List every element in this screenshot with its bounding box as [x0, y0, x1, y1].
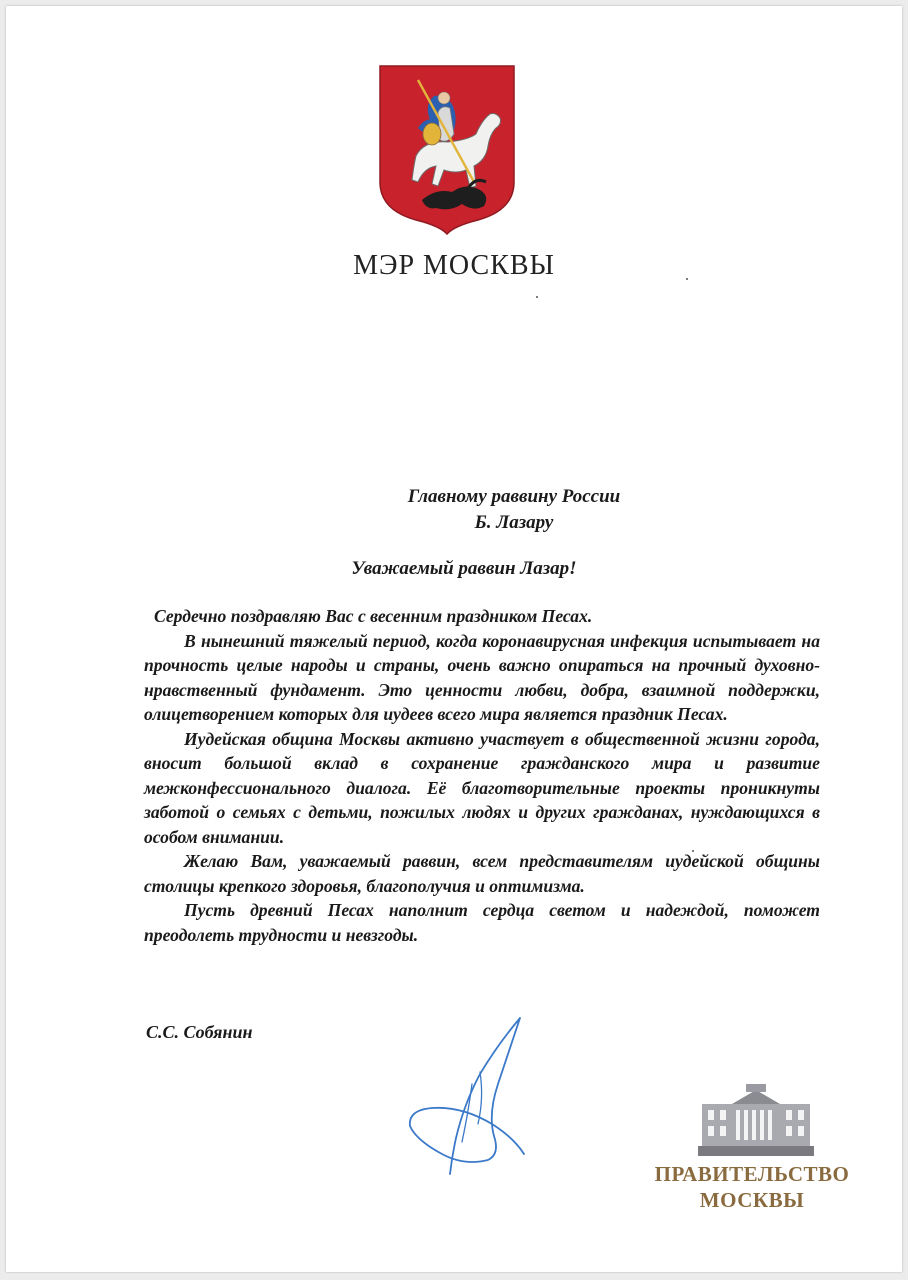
- salutation: Уважаемый раввин Лазар!: [351, 558, 577, 579]
- paper-speck: [686, 278, 688, 280]
- government-building-icon: [692, 1082, 820, 1160]
- government-stamp-line1: ПРАВИТЕЛЬСТВО: [654, 1162, 850, 1186]
- moscow-coat-of-arms-icon: [378, 64, 516, 236]
- recipient-title: Главному раввину России: [407, 486, 621, 507]
- government-stamp-line2: МОСКВЫ: [699, 1188, 805, 1212]
- paper-speck: [536, 296, 538, 298]
- paragraph: Сердечно поздравляю Вас с весенним праздником Песах.: [154, 606, 593, 626]
- paragraph: Пусть древний Песах наполнит сердца светом и надеждой, поможет преодолеть трудности и невзгоды.: [144, 900, 820, 945]
- paragraph: В нынешний тяжелый период, когда коронавирусная инфекция испытывает на прочность целые народы и страны, очень важно опираться на прочный духовно-нравственный фундамент. Это ценности любви, добра, взаимной поддержки, олицетворением которых для иудеев всего мира является праздник Песах.: [144, 630, 820, 724]
- paragraph: Желаю Вам, уважаемый раввин, всем представителям иудейской общины столицы крепкого здоровья, благополучия и оптимизма.: [144, 851, 820, 896]
- recipient-name: Б. Лазару: [474, 512, 554, 533]
- signatory-name: С.С. Собянин: [146, 1022, 253, 1042]
- letter-body: [144, 604, 820, 947]
- handwritten-signature-icon: [402, 1014, 538, 1186]
- mayor-title: МЭР МОСКВЫ: [353, 250, 555, 281]
- letter-page: [6, 6, 902, 1272]
- paragraph: Иудейская община Москвы активно участвует в общественной жизни города, вносит большой вклад в сохранение гражданского мира и развитие межконфессионального диалога. Её благотворительные проекты проникнуты заботой о семьях с детьми, пожилых людях и других гражданах, нуждающихся в особом внимании.: [144, 728, 820, 847]
